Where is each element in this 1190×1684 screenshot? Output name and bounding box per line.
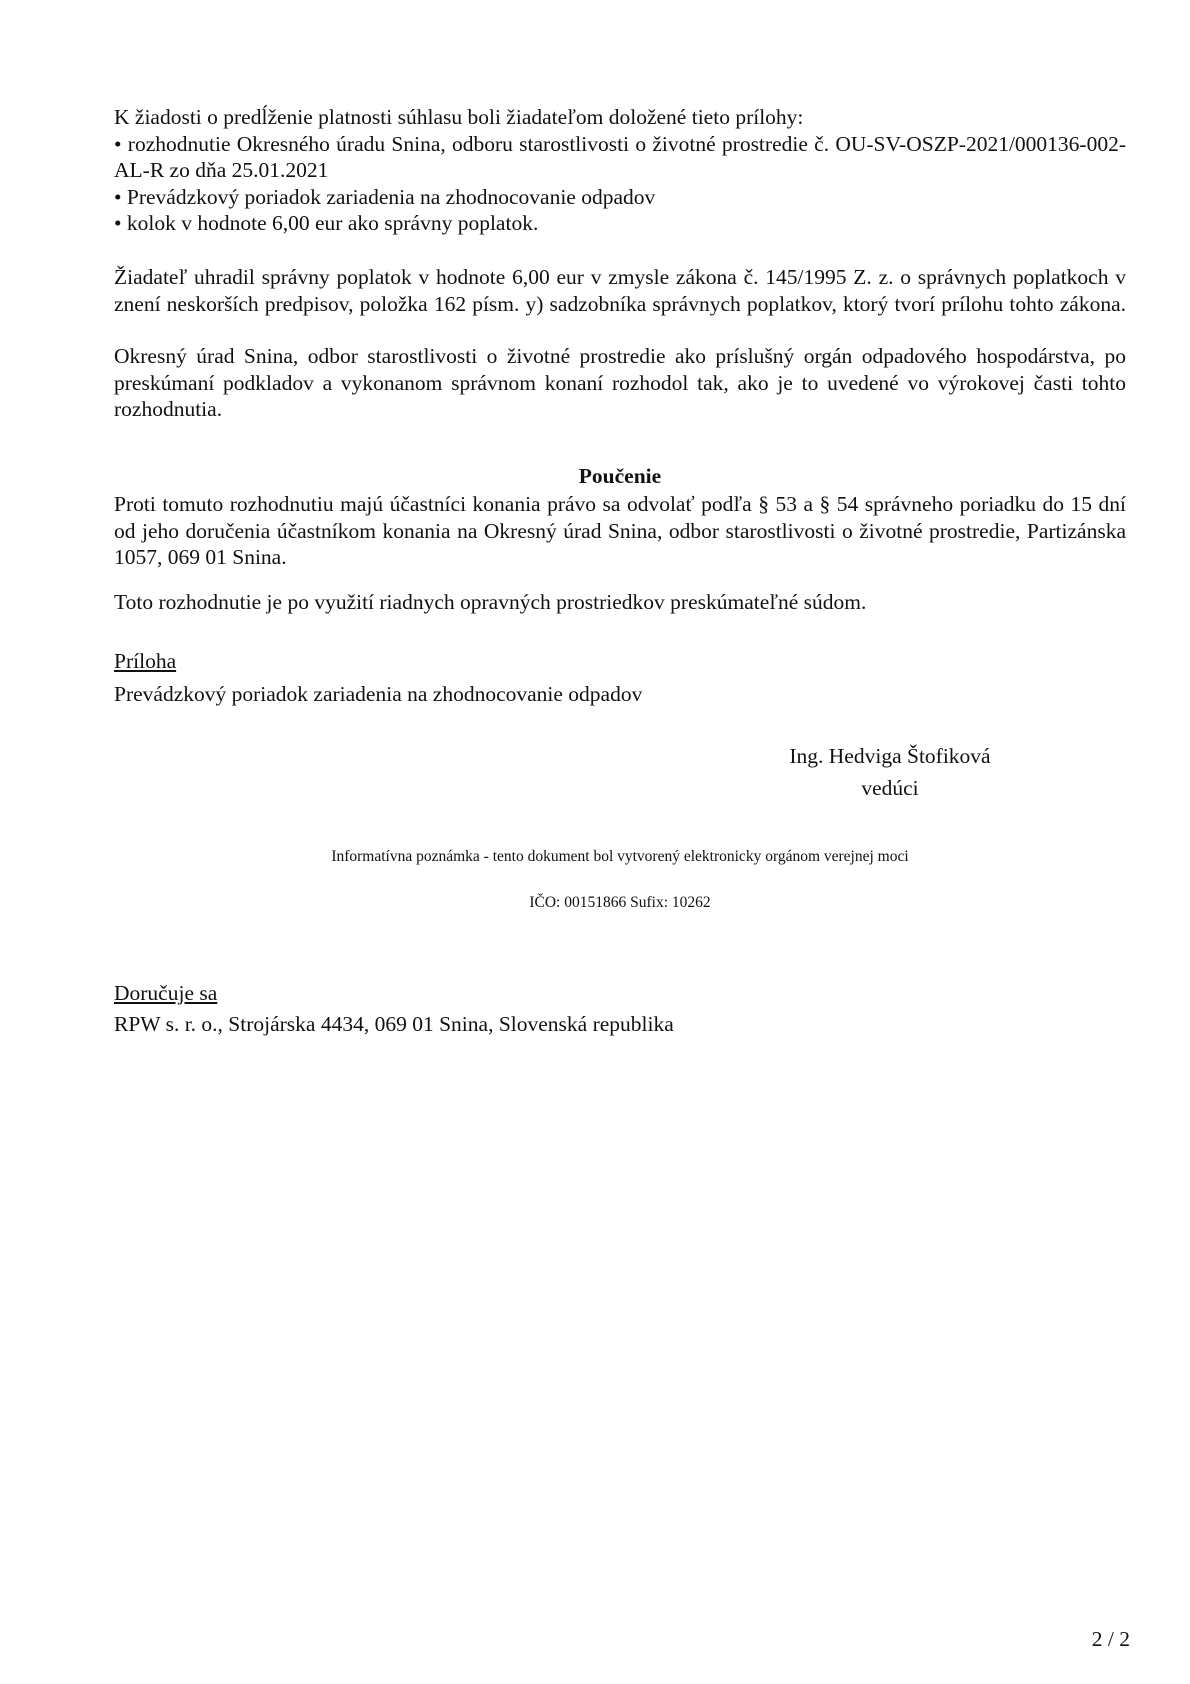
decision-line-1: Okresný úrad Snina, odbor starostlivosti o životné prostredie ako príslušný orgán odpadového hospodárstva, po [114, 344, 1126, 368]
signatory-role: vedúci [861, 776, 919, 800]
delivery-label: Doručuje sa [114, 981, 218, 1005]
instruction-line-2: od jeho doručenia účastníkom konania na Okresný úrad Snina, odbor starostlivosti o životné prostredie, Partizánska [114, 518, 1126, 543]
annex-label: Príloha [114, 649, 177, 673]
fee-paragraph [114, 264, 1126, 317]
fee-line-1: Žiadateľ uhradil správny poplatok v hodnote 6,00 eur v zmysle zákona č. 145/1995 Z. z. o správnych poplatkoch v [114, 265, 1126, 289]
attachment-item-stamp: • kolok v hodnote 6,00 eur ako správny poplatok. [114, 211, 539, 235]
delivery-recipient: RPW s. r. o., Strojárska 4434, 069 01 Snina, Slovenská republika [114, 1011, 674, 1036]
instruction-line-1: Proti tomuto rozhodnutiu majú účastníci konania právo sa odvolať podľa § 53 a § 54 správneho poriadku do 15 dní [114, 492, 1126, 516]
annex-item: Prevádzkový poriadok zariadenia na zhodnocovanie odpadov [114, 681, 643, 706]
ico-note: IČO: 00151866 Sufix: 10262 [529, 894, 711, 911]
info-note: Informatívna poznámka - tento dokument bol vytvorený elektronicky orgánom verejnej moci [331, 848, 909, 865]
decision-line-3: rozhodnutia. [114, 397, 223, 421]
attachment-item-operating-rules: • Prevádzkový poriadok zariadenia na zhodnocovanie odpadov [114, 184, 656, 209]
signature-block [740, 740, 1040, 804]
attachment-item-decision: • rozhodnutie Okresného úradu Snina, odboru starostlivosti o životné prostredie č. OU-SV-OSZP-2021/000136-002- [114, 131, 1126, 156]
instruction-heading: Poučenie [578, 464, 662, 488]
fee-line-2: znení neskorších predpisov, položka 162 písm. y) sadzobníka správnych poplatkov, ktorý tvorí prílohu tohto zákona. [114, 291, 1126, 316]
delivery-section [114, 980, 1126, 1037]
instruction-paragraph [114, 491, 1126, 571]
attachment-item-decision-cont: AL-R zo dňa 25.01.2021 [114, 158, 329, 182]
review-sentence [114, 589, 1126, 616]
instruction-line-3: 1057, 069 01 Snina. [114, 545, 287, 569]
page-number: 2 / 2 [1091, 1627, 1130, 1651]
decision-paragraph [114, 343, 1126, 423]
review-text: Toto rozhodnutie je po využití riadnych opravných prostriedkov preskúmateľné súdom. [114, 590, 867, 614]
attachments-intro: K žiadosti o predĺženie platnosti súhlasu boli žiadateľom doložené tieto prílohy: [114, 105, 804, 129]
attachments-list [114, 104, 1126, 237]
signatory-name: Ing. Hedviga Štofiková [789, 744, 991, 768]
decision-line-2: preskúmaní podkladov a vykonanom správnom konaní rozhodol tak, ako je to uvedené vo výrokovej časti tohto [114, 370, 1126, 395]
annex-section [114, 648, 1126, 707]
